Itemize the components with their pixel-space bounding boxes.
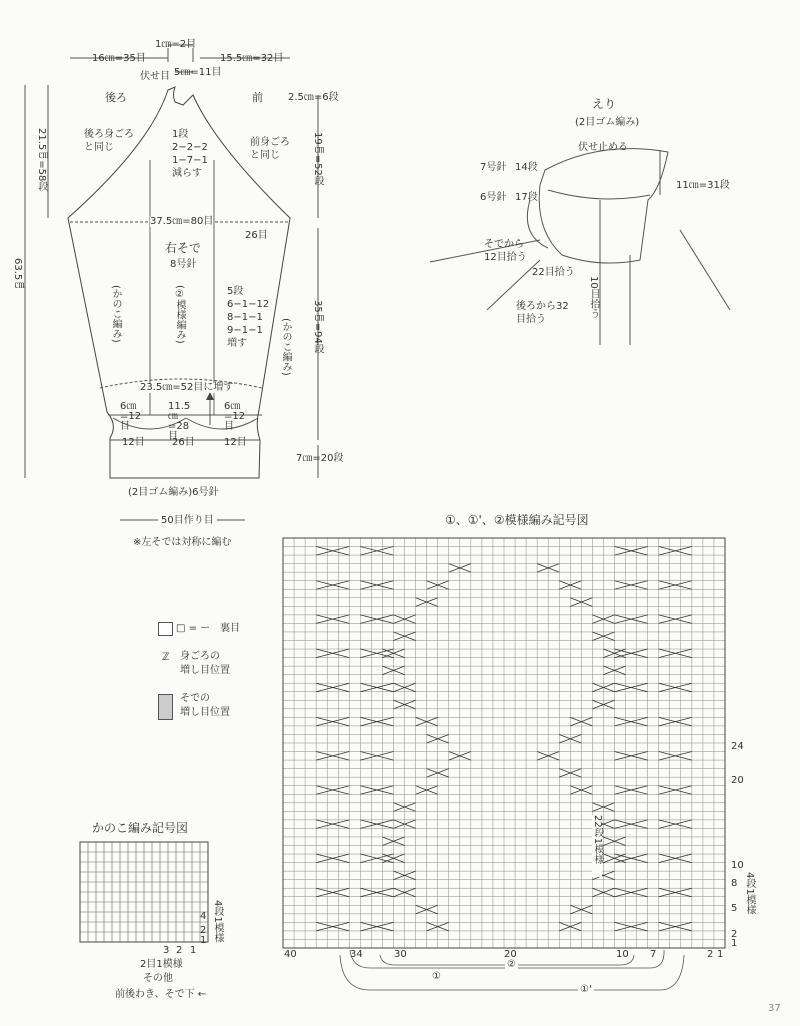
chart-row-10: 10 <box>731 860 744 871</box>
cuff-12b: 12目 <box>224 437 247 448</box>
back-label: 後ろ <box>105 91 127 104</box>
needle-7: 7号針 <box>480 162 507 173</box>
chart-col-40: 40 <box>284 949 297 960</box>
chart-col-20: 20 <box>504 949 517 960</box>
kanoko-col-2: 2 <box>176 945 183 956</box>
right-height-2: 35㎝=94段 <box>312 300 323 354</box>
kanoko-rep: 4段1模様 <box>212 900 223 943</box>
front-note: 前身ごろと同じ <box>250 137 290 161</box>
pick-12: そでから12目拾う <box>484 239 527 263</box>
rows-14: 14段 <box>515 162 538 173</box>
back-note: 後ろ身ごろと同じ <box>84 129 134 153</box>
left-width: 16㎝=35目 <box>92 53 146 64</box>
cuff-12a: 12目 <box>122 437 145 448</box>
kanoko-row-2: 2 <box>200 925 207 936</box>
wide-dim: 37.5㎝=80目 <box>150 216 214 227</box>
right-top-dim: 2.5㎝=6段 <box>288 92 339 103</box>
total-height: 63.5㎝ <box>12 258 23 291</box>
bracket-1-prime: ①' <box>580 984 592 995</box>
pattern2: (②模様編み) <box>174 285 185 344</box>
collar-bind: 伏せ止める <box>578 142 628 153</box>
bracket-1: ① <box>432 971 441 982</box>
kanoko-col-1: 1 <box>190 945 197 956</box>
front-label: 前 <box>252 91 263 104</box>
section-1: 6㎝=12目 <box>120 401 142 432</box>
section-3: 6㎝=12目 <box>224 401 246 432</box>
chart-col-34: 34 <box>350 949 363 960</box>
kanoko-note-1: 2目1模様 <box>140 959 183 970</box>
kanoko-col-3: 3 <box>163 945 170 956</box>
rows-17: 17段 <box>515 192 538 203</box>
legend-body-2: 増し目位置 <box>180 665 230 676</box>
cast-on: 50目作り目 <box>158 516 217 526</box>
chart-row-1: 1 <box>731 938 738 949</box>
cuff-26: 26目 <box>172 437 195 448</box>
pick-22: 22目拾う <box>532 267 575 278</box>
section-2: 11.5㎝=28目 <box>168 401 191 442</box>
gauge: 1㎝=2目 <box>155 39 197 50</box>
kanoko-note-2: その他 <box>143 973 173 984</box>
sleeve-needle: 8号針 <box>170 259 197 270</box>
legend-body-1: 身ごろの <box>180 651 220 662</box>
chart-rep-4: 4段1模様 <box>744 872 755 915</box>
legend-sleeve-2: 増し目位置 <box>180 707 230 718</box>
decrease-note: 1段 2−2−2 1−7−1 減らす <box>172 129 208 179</box>
left-height-dim: 21.5㎝=58段 <box>36 128 47 192</box>
right-width: 15.5㎝=32目 <box>220 53 284 64</box>
kanoko-row-1: 1 <box>200 935 207 946</box>
bind-off-label: 伏せ目 <box>140 71 170 82</box>
legend-purl-symbol: □ = ー <box>176 623 211 634</box>
chart-col-30: 30 <box>394 949 407 960</box>
right-height-3: 7㎝=20段 <box>296 453 344 464</box>
bracket-2: ② <box>507 959 516 970</box>
pick-32: 後ろから32目拾う <box>516 301 569 325</box>
collar-depth: 11㎝=31段 <box>676 180 730 191</box>
right-height-1: 19㎝=52段 <box>312 132 323 186</box>
rib-label: (2目ゴム編み)6号針 <box>128 487 219 498</box>
chart-row-20: 20 <box>731 775 744 786</box>
kanoko-title: かのこ編み記号図 <box>92 821 189 835</box>
increase-52: 23.5㎝=52目に増す <box>140 382 234 393</box>
collar-sub: (2目ゴム編み) <box>575 117 640 128</box>
legend-purl-label: 裏目 <box>220 623 240 634</box>
needle-6: 6号針 <box>480 192 507 203</box>
chart-col-2: 2 <box>707 949 714 960</box>
chart-title: ①、①'、②模様編み記号図 <box>445 513 589 527</box>
legend-body-symbol: ℤ <box>162 652 170 663</box>
page-number: 37 <box>768 1003 781 1014</box>
chart-row-5: 5 <box>731 903 738 914</box>
chart-col-1: 1 <box>717 949 724 960</box>
chart-row-24: 24 <box>731 741 744 752</box>
dec-26: 26目 <box>245 230 268 241</box>
chart-col-7: 7 <box>650 949 657 960</box>
legend-sleeve-1: そでの <box>180 693 210 704</box>
chart-rep-22: 22段1模様 <box>592 815 602 877</box>
increase-note: 5段 6−1−12 8−1−1 9−1−1 増す <box>227 286 270 349</box>
mirror-note: ※左そでは対称に編む <box>133 537 232 548</box>
top-width: 5㎝=11目 <box>174 67 222 78</box>
sleeve-name: 右そで <box>165 241 202 255</box>
kanoko-note-3: 前後わき、そで下 ← <box>115 989 207 1000</box>
kanoko-left: (かのこ編み) <box>110 285 121 343</box>
chart-row-8: 8 <box>731 878 738 889</box>
pick-10: 10目拾う <box>588 276 599 319</box>
chart-row-2: 2 <box>731 929 738 940</box>
kanoko-row-4: 4 <box>200 911 207 922</box>
kanoko-right: (かのこ編み) <box>280 318 291 376</box>
collar-title: えり <box>592 97 617 111</box>
chart-col-10: 10 <box>616 949 629 960</box>
